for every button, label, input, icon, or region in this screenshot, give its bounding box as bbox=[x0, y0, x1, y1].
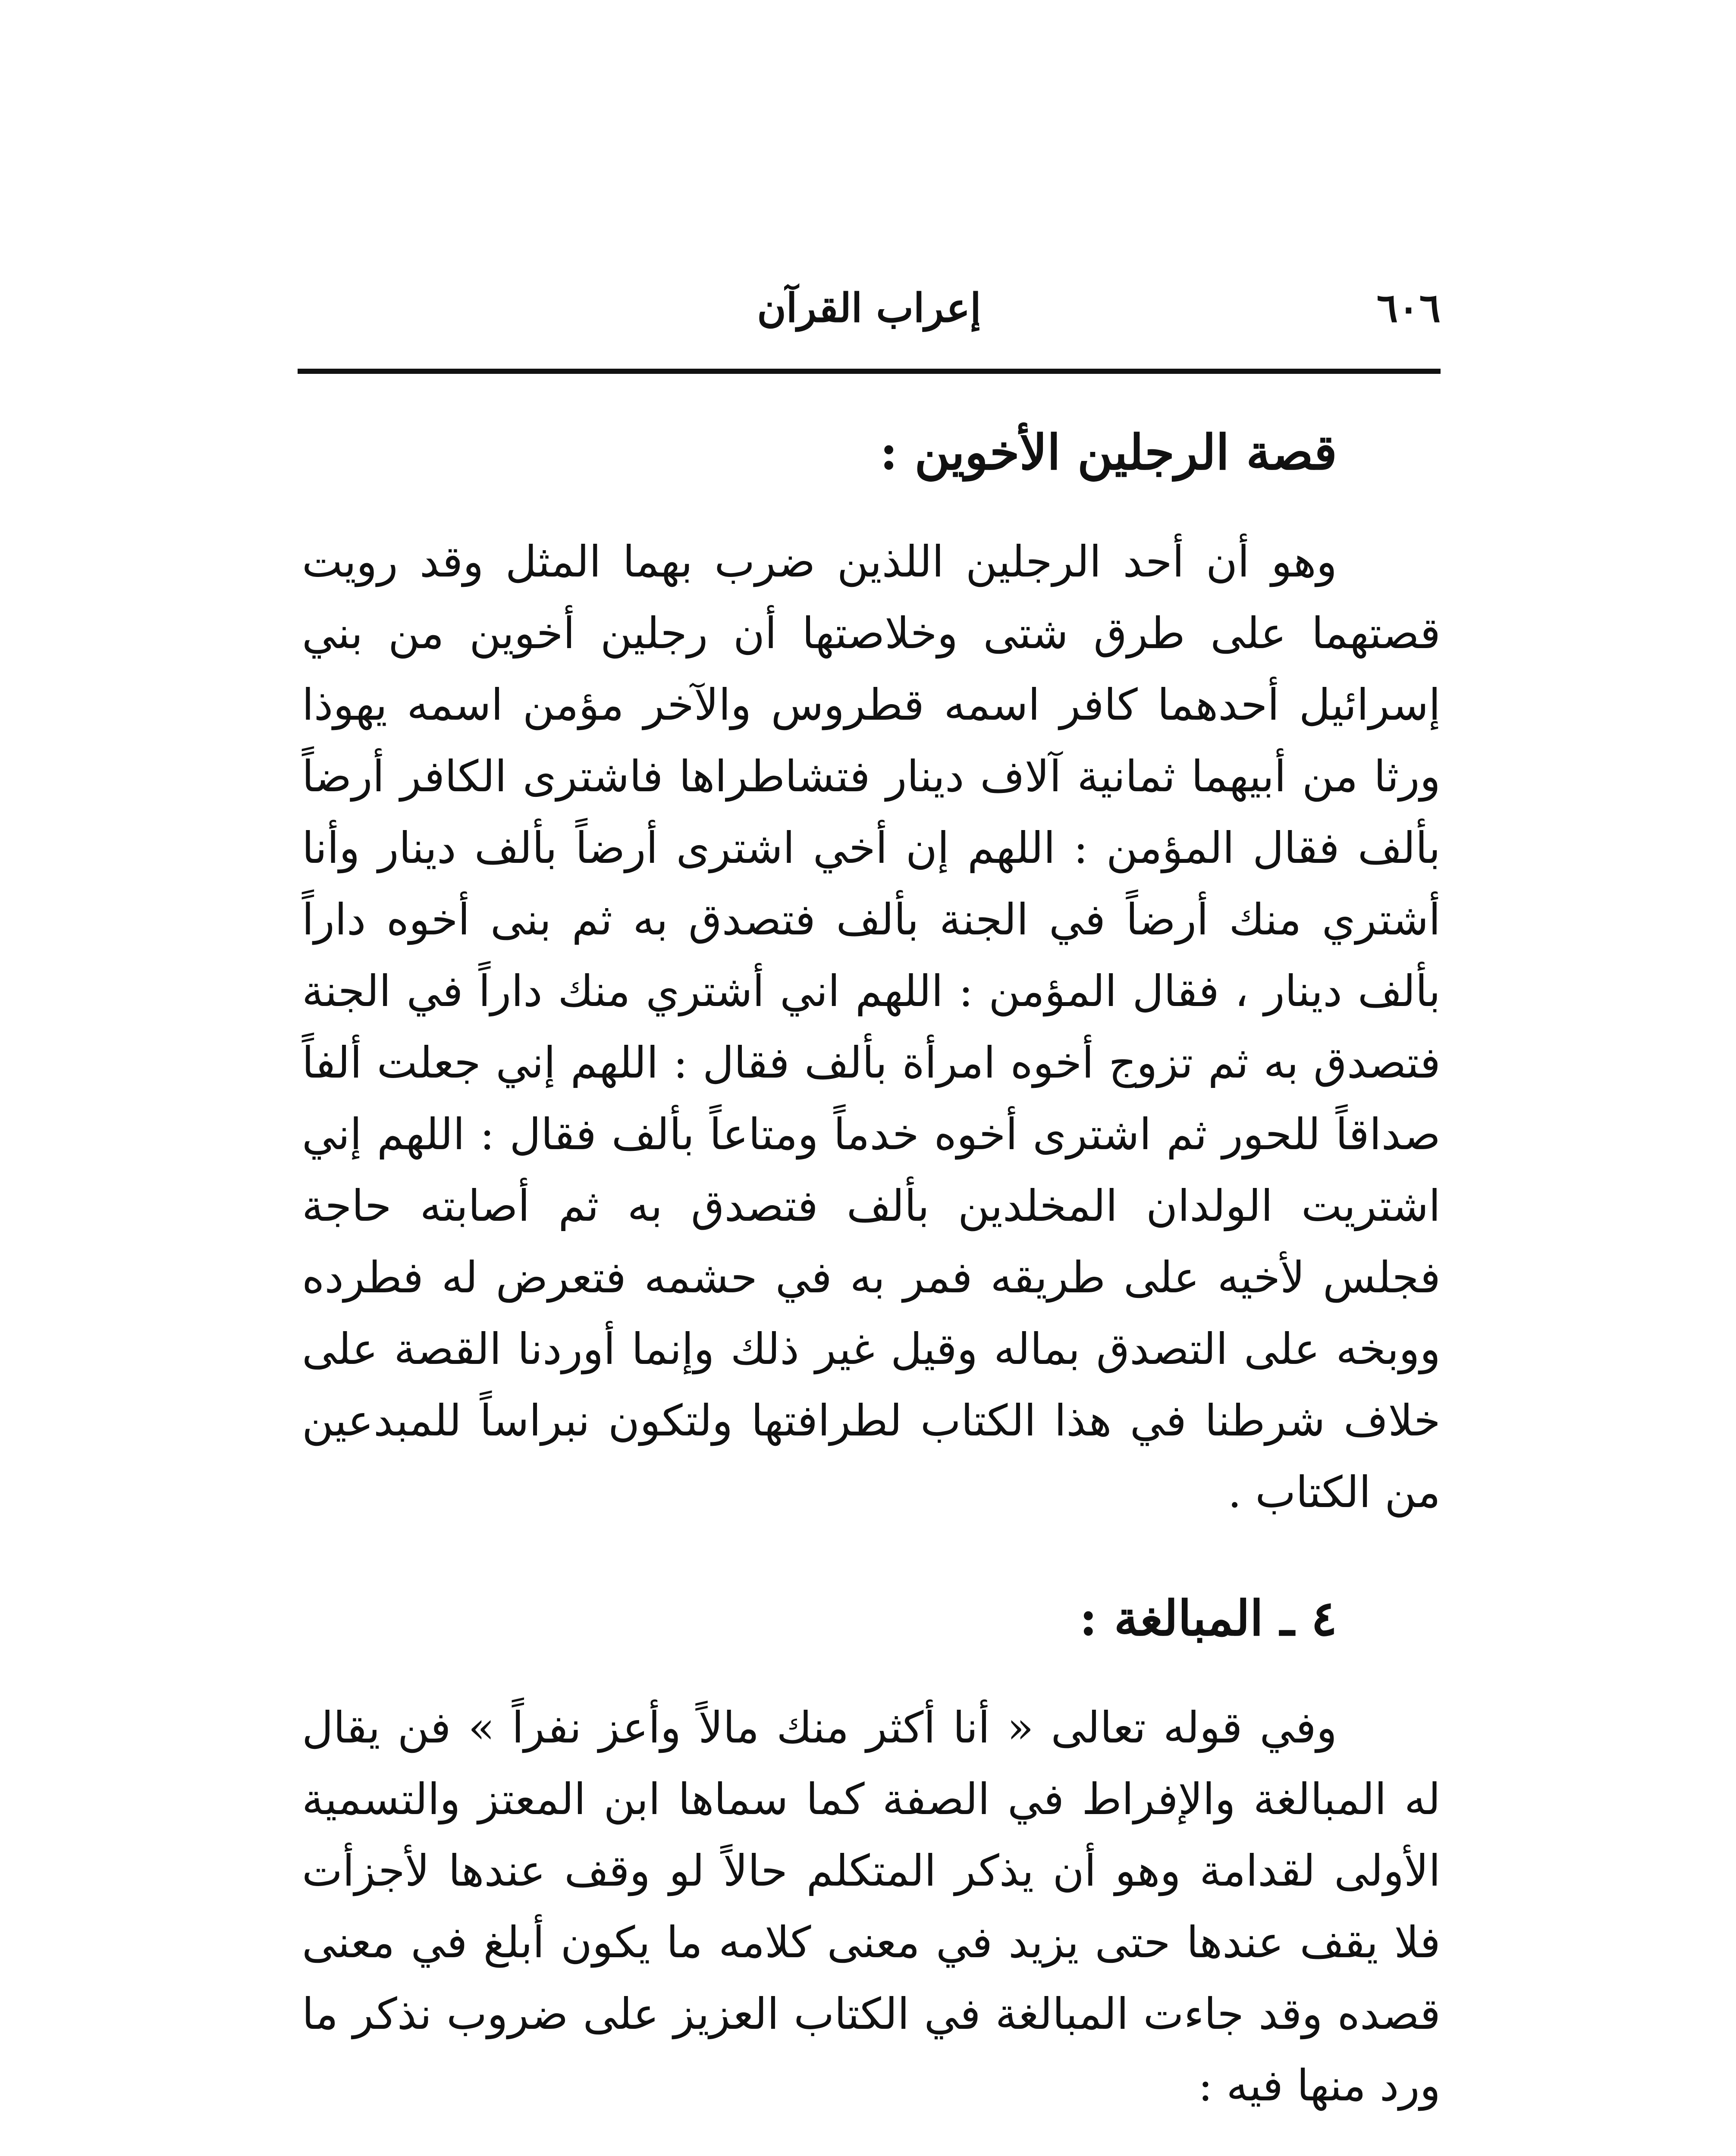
running-title: إعراب القرآن bbox=[757, 285, 981, 331]
page-number: ٦٠٦ bbox=[1376, 285, 1441, 331]
section-heading-hyperbole: ٤ ـ المبالغة : bbox=[1079, 1590, 1337, 1647]
page-header bbox=[298, 267, 1441, 375]
section-heading-brothers-story: قصة الرجلين الأخوين : bbox=[880, 424, 1337, 481]
paragraph-hyperbole: وفي قوله تعالى « أنا أكثر منك مالاً وأعز نفراً » فن يقال له المبالغة والإفراط في الصفة كما سماها ابن المعتز والتسمية الأولى لقدامة وهو أن يذكر المتكلم حالاً لو وقف عندها لأجزأت فلا يقف عندها حتى يزيد في معنى كلامه ما يكون أبلغ في معنى قصده وقد جاءت المبالغة في الكتاب العزيز على ضروب نذكر ما ورد منها فيه : bbox=[302, 1702, 1441, 2111]
spacer bbox=[302, 2122, 1441, 2152]
spacer bbox=[302, 1675, 1441, 1692]
paragraph-first-type bbox=[302, 2152, 1441, 2156]
header-rule bbox=[298, 369, 1441, 374]
spacer bbox=[302, 1528, 1441, 1563]
paragraph-brothers-story: وهو أن أحد الرجلين اللذين ضرب بهما المثل وقد رويت قصتهما على طرق شتى وخلاصتها أن رجلين أخوين من بني إسرائيل أحدهما كافر اسمه قطروس والآخر مؤمن اسمه يهوذا ورثا من أبيهما ثمانية آلاف دينار فتشاطراها فاشترى الكافر أرضاً بألف فقال المؤمن : اللهم إن أخي اشترى أرضاً بألف دينار وأنا أشتري منك أرضاً في الجنة بألف فتصدق به ثم بنى أخوه داراً بألف دينار ، فقال المؤمن : اللهم اني أشتري منك داراً في الجنة فتصدق به ثم تزوج أخوه امرأة بألف فقال : اللهم إني جعلت ألفاً صداقاً للحور ثم اشترى أخوه خدماً ومتاعاً بألف فقال : اللهم إني اشتريت الولدان المخلدين بألف فتصدق به ثم أصابته حاجة فجلس لأخيه على طريقه فمر به في حشمه فتعرض له فطرده ووبخه على التصدق بماله وقيل غير ذلك وإنما أوردنا القصة على خلاف شرطنا في هذا الكتاب لطرافتها ولتكون نبراساً للمبدعين من الكتاب . bbox=[302, 536, 1441, 1517]
page-content bbox=[302, 397, 1441, 2156]
spacer bbox=[302, 509, 1441, 526]
